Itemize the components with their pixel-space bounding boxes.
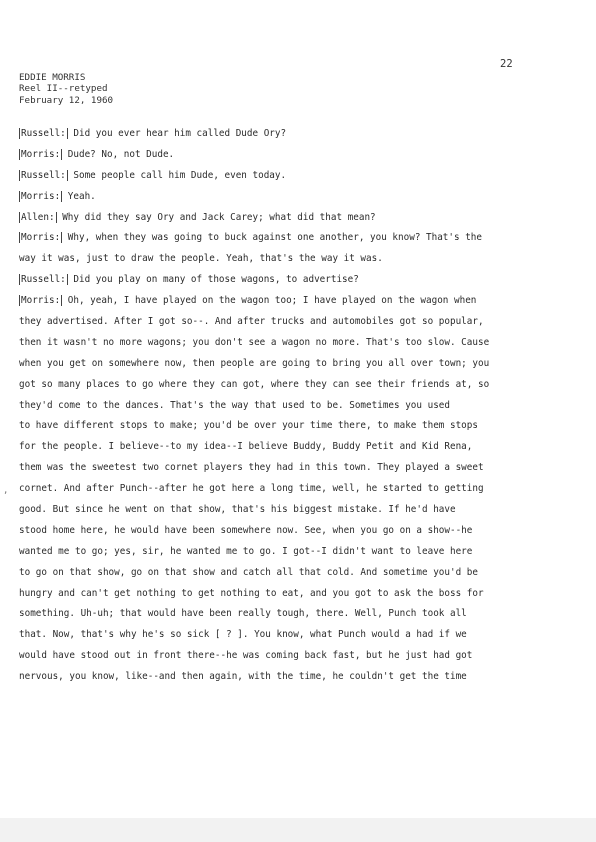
transcript-exchange bbox=[19, 270, 509, 291]
speaker-label: Russell: bbox=[21, 169, 66, 181]
transcript-line bbox=[19, 521, 509, 542]
dialogue-text: Dude? No, not Dude. bbox=[67, 148, 175, 160]
dialogue-text: hungry and can't get nothing to get nothing to eat, and you got to ask the boss for bbox=[19, 587, 484, 599]
document-header bbox=[19, 72, 113, 106]
transcript-line bbox=[19, 312, 509, 333]
dialogue-text: Did you play on many of those wagons, to advertise? bbox=[73, 274, 359, 286]
dialogue-text: that. Now, that's why he's so sick [ ? ]. You know, what Punch would a had if we bbox=[19, 629, 467, 641]
dialogue-text: they'd come to the dances. That's the way that used to be. Sometimes you used bbox=[19, 399, 450, 411]
transcript-line bbox=[19, 354, 509, 375]
dialogue-text: Some people call him Dude, even today. bbox=[73, 169, 287, 181]
transcript-exchange bbox=[19, 228, 509, 249]
transcript-line bbox=[19, 458, 509, 479]
dialogue-text: something. Uh-uh; that would have been really tough, there. Well, Punch took all bbox=[19, 608, 467, 620]
speaker-label: Morris: bbox=[21, 232, 61, 244]
dialogue-text: wanted me to go; yes, sir, he wanted me to go. I got--I didn't want to leave here bbox=[19, 545, 473, 557]
transcript-line bbox=[19, 500, 509, 521]
dialogue-text: Oh, yeah, I have played on the wagon too; I have played on the wagon when bbox=[67, 295, 477, 307]
dialogue-text: then it wasn't no more wagons; you don't see a wagon no more. That's too slow. Cause bbox=[19, 336, 490, 348]
dialogue-text: they advertised. After I got so--. And after trucks and automobiles got so popular, bbox=[19, 316, 484, 328]
transcript-line bbox=[19, 375, 509, 396]
dialogue-text: them was the sweetest two cornet players they had in this town. They played a sweet bbox=[19, 462, 484, 474]
interviewee-name: EDDIE MORRIS bbox=[19, 72, 86, 83]
reel-label: Reel II--retyped bbox=[19, 83, 108, 95]
transcript-line bbox=[19, 563, 509, 584]
transcript-line bbox=[19, 646, 509, 667]
transcript-exchange bbox=[19, 291, 509, 312]
speaker-label: Russell: bbox=[21, 274, 66, 286]
transcript-line bbox=[19, 249, 509, 270]
dialogue-text: Why, when they was going to buck against one another, you know? That's the bbox=[67, 232, 482, 244]
transcript-line bbox=[19, 584, 509, 605]
dialogue-text: to have different stops to make; you'd be over your time there, to make them stops bbox=[19, 420, 478, 432]
dialogue-text: cornet. And after Punch--after he got here a long time, well, he started to getting bbox=[19, 483, 484, 495]
transcript-line bbox=[19, 396, 509, 417]
margin-mark: , bbox=[3, 486, 9, 496]
dialogue-text: for the people. I believe--to my idea--I believe Buddy, Buddy Petit and Kid Rena, bbox=[19, 441, 473, 453]
transcript-line bbox=[19, 437, 509, 458]
speaker-label: Allen: bbox=[21, 211, 55, 223]
speaker-label: Morris: bbox=[21, 190, 61, 202]
dialogue-text: way it was, just to draw the people. Yeah, that's the way it was. bbox=[19, 253, 383, 265]
speaker-label: Russell: bbox=[21, 128, 66, 139]
dialogue-text: nervous, you know, like--and then again, with the time, he couldn't get the time bbox=[19, 671, 467, 683]
transcript-line bbox=[19, 604, 509, 625]
transcript-body bbox=[19, 124, 509, 688]
dialogue-text: Yeah. bbox=[67, 190, 96, 202]
transcript-line bbox=[19, 333, 509, 354]
dialogue-text: when you get on somewhere now, then people are going to bring you all over town; you bbox=[19, 357, 490, 369]
interview-date: February 12, 1960 bbox=[19, 94, 114, 106]
page-number: 22 bbox=[500, 58, 513, 70]
speaker-label: Morris: bbox=[21, 295, 61, 307]
dialogue-text: would have stood out in front there--he was coming back fast, but he just had got bbox=[19, 650, 473, 662]
transcript-exchange bbox=[19, 208, 509, 229]
transcript-exchange bbox=[19, 124, 509, 145]
transcript-line bbox=[19, 479, 509, 500]
page-bottom-edge bbox=[0, 818, 596, 842]
transcript-exchange bbox=[19, 166, 509, 187]
dialogue-text: Why did they say Ory and Jack Carey; what did that mean? bbox=[62, 211, 376, 223]
dialogue-text: Did you ever hear him called Dude Ory? bbox=[73, 128, 287, 139]
transcript-line bbox=[19, 416, 509, 437]
transcript-exchange bbox=[19, 145, 509, 166]
transcript-line bbox=[19, 667, 509, 688]
transcript-exchange bbox=[19, 187, 509, 208]
transcript-line bbox=[19, 542, 509, 563]
dialogue-text: to go on that show, go on that show and catch all that cold. And sometime you'd be bbox=[19, 566, 478, 578]
dialogue-text: good. But since he went on that show, that's his biggest mistake. If he'd have bbox=[19, 504, 456, 516]
transcript-line bbox=[19, 625, 509, 646]
dialogue-text: got so many places to go where they can got, where they can see their friends at, so bbox=[19, 378, 490, 390]
speaker-label: Morris: bbox=[21, 148, 61, 160]
dialogue-text: stood home here, he would have been somewhere now. See, when you go on a show--he bbox=[19, 524, 473, 536]
